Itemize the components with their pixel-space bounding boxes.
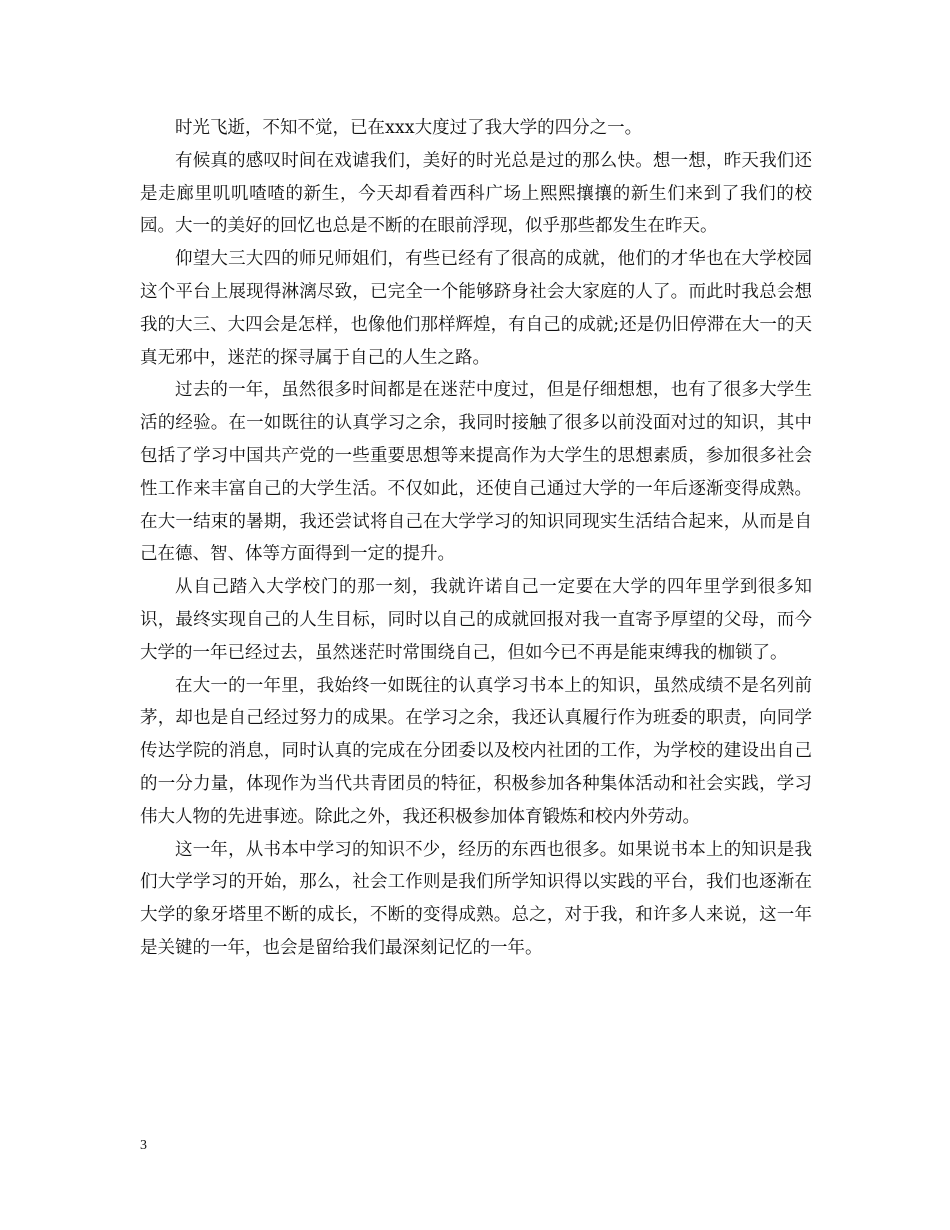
paragraph: 在大一的一年里，我始终一如既往的认真学习书本上的知识，虽然成绩不是名列前茅，却也是自己经过努力的成果。在学习之余，我还认真履行作为班委的职责，向同学传达学院的消息，同时认真的完成在分团委以及校内社团的工作，为学校的建设出自己的一分力量，体现作为当代共青团员的特征，积极参加各种集体活动和社会实践，学习伟大人物的先进事迹。除此之外，我还积极参加体育锻炼和校内外劳动。 [140,675,812,827]
paragraph: 时光飞逝，不知不觉，已在xxx大度过了我大学的四分之一。 [175,118,643,138]
paragraph: 有候真的感叹时间在戏谑我们，美好的时光总是过的那么快。想一想，昨天我们还是走廊里叽叽喳喳的新生，今天却看着西科广场上熙熙攘攘的新生们来到了我们的校园。大一的美好的回忆也总是不断的在眼前浮现，似乎那些都发生在昨天。 [140,150,812,237]
paragraph: 这一年，从书本中学习的知识不少，经历的东西也很多。如果说书本上的知识是我们大学学习的开始，那么，社会工作则是我们所学知识得以实践的平台，我们也逐渐在大学的象牙塔里不断的成长，不断的变得成熟。总之，对于我，和许多人来说，这一年是关键的一年，也会是留给我们最深刻记忆的一年。 [140,839,812,958]
paragraph: 过去的一年，虽然很多时间都是在迷茫中度过，但是仔细想想，也有了很多大学生活的经验。在一如既往的认真学习之余，我同时接触了很多以前没面对过的知识，其中包括了学习中国共产党的一些重要思想等来提高作为大学生的思想素质，参加很多社会性工作来丰富自己的大学生活。不仅如此，还使自己通过大学的一年后逐渐变得成熟。在大一结束的暑期，我还尝试将自己在大学学习的知识同现实生活结合起来，从而是自己在德、智、体等方面得到一定的提升。 [140,380,812,565]
paragraph: 仰望大三大四的师兄师姐们，有些已经有了很高的成就，他们的才华也在大学校园这个平台上展现得淋漓尽致，已完全一个能够跻身社会大家庭的人了。而此时我总会想我的大三、大四会是怎样，也像他们那样辉煌，有自己的成就;还是仍旧停滞在大一的天真无邪中，迷茫的探寻属于自己的人生之路。 [140,249,812,368]
paragraph: 从自己踏入大学校门的那一刻，我就许诺自己一定要在大学的四年里学到很多知识，最终实现自己的人生目标，同时以自己的成就回报对我一直寄予厚望的父母，而今大学的一年已经过去，虽然迷茫时常围绕自己，但如今已不再是能束缚我的枷锁了。 [140,577,812,663]
document-body [140,112,812,965]
page-number: 3 [140,1138,147,1153]
